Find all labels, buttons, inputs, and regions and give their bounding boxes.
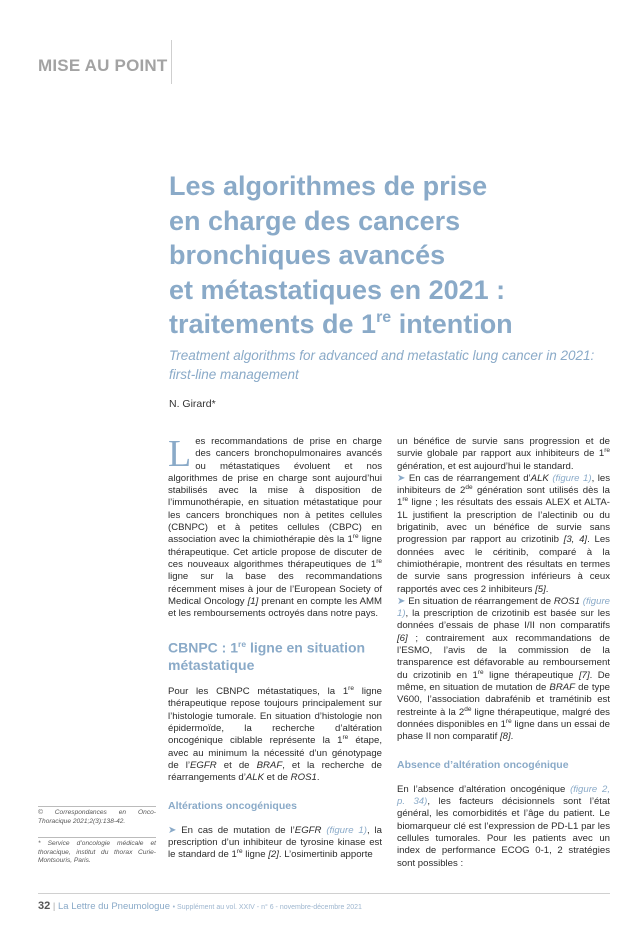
- journal-name: La Lettre du Pneumologue: [58, 901, 170, 912]
- section-heading: [168, 636, 382, 674]
- sup: re: [352, 533, 359, 541]
- sup: re: [477, 668, 484, 676]
- intro-paragraph: [168, 433, 383, 620]
- figure-link[interactable]: (figure 2, p. 34): [397, 783, 610, 808]
- text: ligne en situation métastatique: [168, 640, 366, 674]
- title-line: bronchiques avancés: [169, 240, 446, 270]
- arrow-bullet-icon: ➤: [397, 472, 406, 484]
- page-number: 32: [38, 900, 51, 912]
- paragraph: [397, 473, 610, 596]
- author: N. Girard*: [169, 398, 216, 410]
- gene-name: EGFR: [190, 759, 217, 771]
- paragraph: [397, 784, 610, 870]
- gene-name: ALK: [530, 472, 549, 484]
- footer-divider: [38, 893, 610, 894]
- gene-name: BRAF: [549, 681, 576, 693]
- citation[interactable]: [8]: [499, 731, 511, 743]
- paragraph: [397, 436, 610, 473]
- title-line: intention: [391, 309, 513, 339]
- text: , et la recherche de réarrangements d’: [168, 759, 382, 784]
- sup: re: [238, 639, 247, 650]
- text: . L’osimertinib apporte: [278, 849, 373, 861]
- text: ligne thérapeutique: [483, 669, 579, 681]
- text: es recommandations de prise en charge des cancers bronchopulmonaires avancés ou métastatiques évoluent et nos algorithmes de prise en charge sont aujourd’hui stabilisés avec la mise à disposition de l’immunothérapie, en situation métastatique pour les cancers bronchiques non à petites cellules (CBNPC) et à petites cellules (CBPC) en association avec la chimiothérapie dès la 1: [168, 436, 382, 546]
- figure-link[interactable]: (figure 1): [552, 472, 592, 484]
- paragraph: [168, 825, 382, 862]
- gene-name: BRAF: [256, 759, 283, 771]
- title-line: Les algorithmes de prise: [169, 171, 488, 201]
- text: . Les données avec le céritinib, comparé à la chimiothérapie, montrent des résultats en termes de survie sans progression inférieurs à ceux rapportés avec ces 2 inhibiteurs: [397, 534, 610, 595]
- footnote-divider: [38, 806, 156, 807]
- citation[interactable]: [2]: [268, 849, 279, 861]
- gene-name: ROS1: [553, 595, 580, 607]
- section-tag: MISE AU POINT: [38, 56, 168, 75]
- text: , la prescription d’un inhibiteur de tyrosine kinase est le standard de 1: [168, 824, 382, 861]
- paragraph: [168, 686, 382, 784]
- affiliation-note: * Service d’oncologie médicale et thoracique, institut du thorax Curie-Montsouris, Paris.: [38, 840, 156, 865]
- column-right: [397, 436, 610, 870]
- sup: re: [505, 717, 512, 725]
- arrow-bullet-icon: ➤: [397, 595, 406, 607]
- citation[interactable]: [3, 4]: [563, 534, 588, 546]
- text: prenant en compte les AMM et les remboursements octroyés dans notre pays.: [168, 595, 382, 620]
- text: et de: [264, 772, 291, 784]
- title-superscript: re: [376, 309, 392, 326]
- paragraph: [397, 596, 610, 744]
- gene-name: EGFR: [294, 824, 322, 836]
- title-line: et métastatiques en 2021 :: [169, 274, 506, 305]
- section-tag-divider: [171, 40, 172, 84]
- text: , la prescription de crizotinib est basée sur les données d’essais de phase I/II non comparatifs: [397, 608, 610, 632]
- text: , les inhibiteurs de 2: [397, 472, 610, 497]
- article-title: [169, 169, 609, 342]
- subsection-heading: Absence d’altération oncogénique: [397, 759, 569, 772]
- citation[interactable]: [7]: [578, 669, 590, 681]
- sup: de: [464, 705, 472, 713]
- page-footer: [38, 900, 362, 912]
- text: .: [545, 583, 549, 595]
- text: En situation de réarrangement de: [408, 595, 554, 607]
- text: , les facteurs décisionnels sont l’état général, les comorbidités et l’âge du patient. Le biomarqueur clé est l’expression de PD-L1 par les cellules tumorales. Pour les patients avec un index de performance ECOG 0-1, 2 stratégies sont possibles :: [397, 796, 610, 869]
- subsection-heading: Altérations oncogéniques: [168, 800, 297, 813]
- sup: re: [348, 685, 354, 693]
- sup: de: [465, 484, 473, 492]
- text: un bénéfice de survie sans progression et de survie globale par rapport aux inhibiteurs de 1: [397, 436, 610, 460]
- text: étape, avec au minimum la nécessité d’un génotypage de l’: [168, 735, 383, 771]
- text: génération sont utilisés dès la 1: [397, 485, 610, 509]
- text: . De même, en situation de mutation de: [397, 669, 610, 693]
- text: ligne thérapeutique, malgré des données disponibles en 1: [397, 706, 610, 730]
- citation[interactable]: [6]: [397, 632, 408, 644]
- drop-cap: L: [168, 433, 192, 475]
- text: CBNPC : 1: [168, 640, 239, 657]
- sup: re: [342, 734, 349, 742]
- footnote-divider: [38, 837, 156, 838]
- text: .: [510, 731, 514, 743]
- text: .: [316, 772, 320, 784]
- figure-link[interactable]: (figure 1): [397, 595, 610, 620]
- sup: re: [402, 496, 409, 504]
- correspondance-note: © Correspondances en Onco-Thoracique 2021;2(3):138-42.: [38, 809, 156, 825]
- gene-name: ROS1: [290, 772, 317, 784]
- citation[interactable]: [1]: [247, 595, 259, 607]
- title-line: en charge des cancers: [169, 205, 461, 236]
- text: ligne thérapeutique repose toujours principalement sur l’histologie tumorale. En situation d’histologie non épidermoïde, la recherche d’altération oncogénique ciblable représente la 1: [168, 686, 382, 747]
- text: En cas de réarrangement d’: [408, 472, 531, 484]
- text: En l’absence d’altération oncogénique: [397, 783, 571, 795]
- text: ; contrairement aux recommandations de l’ESMO, l’avis de la commission de la transparence est défavorable au remboursement du crizotinib en 1: [397, 632, 610, 681]
- text: En cas de mutation de l’: [181, 824, 295, 836]
- text: ligne sur la base des recommandations récemment mises à jour de l’European Society of Medical Oncology: [168, 571, 382, 607]
- title-line: traitements de 1: [169, 309, 377, 339]
- footer-separator: |: [52, 901, 56, 912]
- sup: re: [376, 557, 382, 565]
- figure-link[interactable]: (figure 1): [326, 824, 367, 836]
- sup: re: [604, 447, 610, 455]
- text: ligne: [242, 849, 269, 861]
- column-left: [168, 433, 383, 862]
- text: et de: [216, 759, 257, 771]
- text: ligne ; les résultats des essais ALEX et ALTA-1L justifient la prescription de l’alectinib ou du brigatinib, avec un bénéfice de survie sans progression par rapport au crizotinib: [397, 497, 610, 546]
- text: Pour les CBNPC métastatiques, la 1: [168, 686, 349, 698]
- citation[interactable]: [5]: [535, 583, 546, 595]
- arrow-bullet-icon: ➤: [168, 824, 177, 836]
- sup: re: [236, 848, 243, 856]
- text: de type V600, l’association dabrafénib et tramétinib est restreinte à la 2: [397, 681, 611, 718]
- gene-name: ALK: [245, 772, 264, 784]
- text: ligne thérapeutique. Cet article propose de discuter de ces nouveaux algorithmes thérapeutiques de 1: [168, 534, 383, 570]
- issue-info: • Supplément au vol. XXIV - n° 6 - novembre-décembre 2021: [172, 904, 362, 911]
- text: génération, et est aujourd’hui le standard.: [397, 460, 574, 472]
- article-subtitle: Treatment algorithms for advanced and metastatic lung cancer in 2021: first-line management: [169, 348, 595, 382]
- text: ligne dans un essai de phase II non comparatif: [397, 718, 610, 743]
